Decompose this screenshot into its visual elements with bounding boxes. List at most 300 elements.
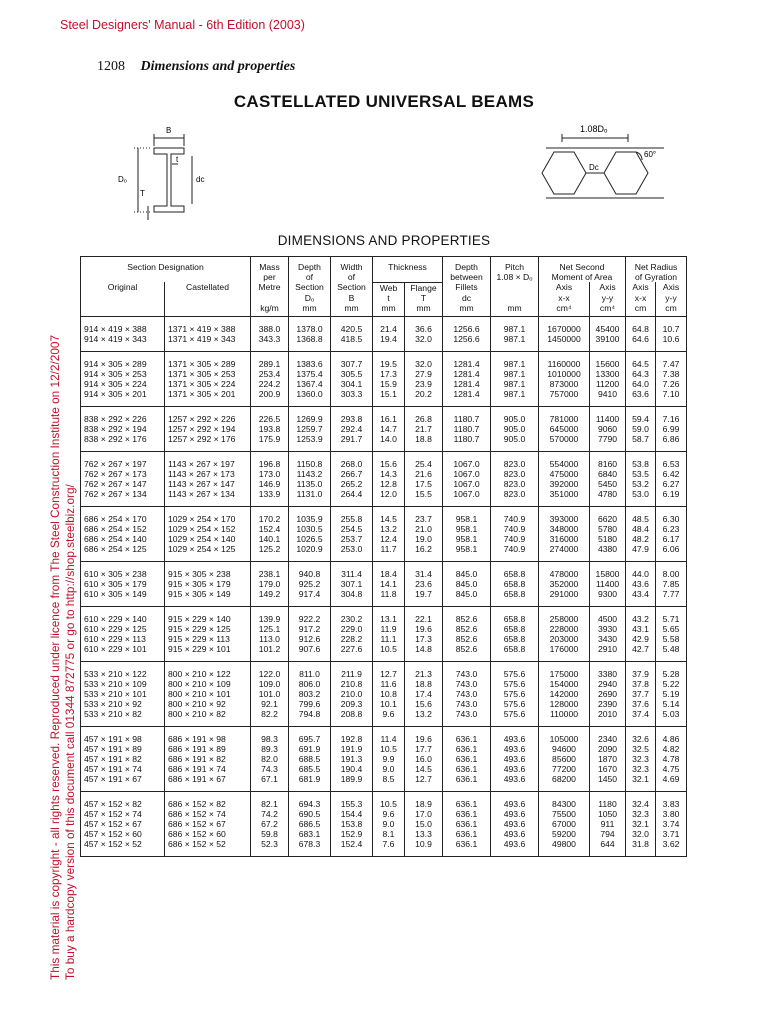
cell-value: 3.74	[662, 818, 680, 829]
table-cell	[331, 406, 373, 451]
cell-value: 6.30	[662, 513, 680, 524]
cell-value: 757000	[549, 388, 579, 399]
cell-value: 762 × 267 × 173	[84, 468, 147, 479]
cell-value: 958.1	[455, 513, 478, 524]
cell-value: 101.2	[258, 643, 281, 654]
table-cell	[656, 726, 687, 791]
table-cell	[331, 726, 373, 791]
cell-value: 852.6	[455, 623, 478, 634]
cell-value: 8.00	[662, 568, 680, 579]
cell-value: 743.0	[455, 688, 478, 699]
cell-value: 1257 × 292 × 176	[168, 433, 236, 444]
cell-value: 1135.0	[296, 478, 323, 489]
cell-value: 74.2	[261, 808, 278, 819]
cell-value: 43.1	[632, 623, 649, 634]
cell-value: 77200	[552, 763, 576, 774]
cell-value: 238.1	[258, 568, 281, 579]
cell-value: 14.5	[380, 513, 397, 524]
cell-value: 852.6	[455, 613, 478, 624]
cell-value: 457 × 191 × 82	[84, 753, 142, 764]
table-cell	[373, 351, 405, 406]
cell-value: 351000	[549, 488, 579, 499]
cell-value: 644	[600, 838, 615, 849]
cell-value: 10.5	[380, 798, 397, 809]
cell-value: 15.6	[380, 458, 397, 469]
cell-value: 53.2	[632, 478, 649, 489]
cell-value: 140.1	[258, 533, 281, 544]
header-pitch: Pitch 1.08 × Dₒ	[491, 257, 539, 293]
cell-value: 191.3	[340, 753, 363, 764]
cell-value: 636.1	[455, 743, 478, 754]
table-row-group	[81, 606, 687, 661]
cell-value: 11400	[595, 413, 620, 424]
castellation-drawing	[540, 120, 670, 210]
cell-value: 7.47	[662, 358, 680, 369]
table-row-group	[81, 561, 687, 606]
cell-value: 845.0	[455, 588, 478, 599]
cell-value: 533 × 210 × 92	[84, 698, 142, 709]
cell-value: 915 × 229 × 113	[168, 633, 230, 644]
cell-value: 255.8	[340, 513, 363, 524]
cell-value: 5.65	[662, 623, 680, 634]
cell-value: 92.1	[261, 698, 278, 709]
cell-value: 1670000	[547, 323, 581, 334]
cell-value: 1281.4	[453, 388, 480, 399]
table-cell	[165, 316, 251, 351]
cell-value: 227.6	[340, 643, 363, 654]
i-section-drawing	[112, 124, 222, 224]
cell-value: 1143 × 267 × 197	[168, 458, 235, 469]
cell-value: 2090	[597, 743, 618, 754]
cell-value: 268.0	[340, 458, 363, 469]
cell-value: 686 × 254 × 152	[84, 523, 147, 534]
cell-value: 695.7	[298, 733, 321, 744]
table-cell	[373, 406, 405, 451]
table-cell	[373, 506, 405, 561]
cell-value: 152.4	[340, 838, 363, 849]
cell-value: 1259.7	[296, 423, 323, 434]
cell-value: 48.4	[632, 523, 649, 534]
cell-value: 800 × 210 × 101	[168, 688, 231, 699]
cell-value: 12.8	[380, 478, 397, 489]
cell-value: 32.3	[632, 753, 649, 764]
cell-value: 23.6	[415, 578, 432, 589]
table-cell	[539, 561, 590, 606]
table-cell	[590, 661, 626, 726]
cell-value: 1010000	[547, 368, 581, 379]
cell-value: 173.0	[258, 468, 281, 479]
cell-value: 12.7	[380, 668, 397, 679]
table-cell	[331, 561, 373, 606]
cell-value: 800 × 210 × 109	[168, 678, 231, 689]
cell-value: 418.5	[340, 333, 363, 344]
cell-value: 905.0	[503, 423, 526, 434]
cell-value: 14.8	[415, 643, 432, 654]
cell-value: 852.6	[455, 633, 478, 644]
cell-value: 18.4	[380, 568, 397, 579]
cell-value: 570000	[549, 433, 579, 444]
table-cell	[289, 316, 331, 351]
cell-value: 110000	[549, 708, 579, 719]
cell-value: 575.6	[503, 668, 526, 679]
table-cell	[590, 606, 626, 661]
cell-value: 743.0	[455, 698, 478, 709]
table-cell	[289, 506, 331, 561]
cell-value: 11.9	[380, 623, 397, 634]
cell-value: 4.86	[662, 733, 680, 744]
cell-value: 19.6	[415, 733, 432, 744]
table-cell	[656, 316, 687, 351]
cell-value: 393000	[549, 513, 579, 524]
cell-value: 533 × 210 × 101	[84, 688, 147, 699]
table-cell	[81, 606, 165, 661]
cell-value: 139.9	[258, 613, 281, 624]
header-rg-axis-xx: Axis	[626, 282, 656, 293]
table-row-group	[81, 316, 687, 351]
table-cell	[405, 506, 443, 561]
table-cell	[251, 406, 289, 451]
table-cell	[289, 661, 331, 726]
table-cell	[81, 506, 165, 561]
cell-value: 175.9	[258, 433, 281, 444]
cell-value: 575.6	[503, 678, 526, 689]
side-note-line-2: To buy a hardcopy version of this document call 01344 872775 or go to http://shop.steelbiz.org/	[63, 484, 77, 980]
cell-value: 196.8	[258, 458, 281, 469]
table-cell	[626, 316, 656, 351]
cell-value: 694.3	[298, 798, 321, 809]
cell-value: 533 × 210 × 109	[84, 678, 147, 689]
label-dc: dᴄ	[196, 175, 205, 184]
cell-value: 686 × 254 × 140	[84, 533, 147, 544]
cell-value: 5.19	[662, 688, 680, 699]
cell-value: 59.8	[261, 828, 278, 839]
unit-pitch: mm	[491, 293, 539, 317]
cell-value: 21.4	[380, 323, 397, 334]
header-axis-xx: Axis	[539, 282, 590, 293]
cell-value: 18.8	[415, 433, 432, 444]
cell-value: 2940	[597, 678, 618, 689]
cell-value: 686 × 152 × 74	[168, 808, 226, 819]
cell-value: 658.8	[503, 578, 526, 589]
cell-value: 64.8	[632, 323, 649, 334]
table-cell	[491, 606, 539, 661]
cell-value: 686 × 191 × 98	[168, 733, 226, 744]
cell-value: 17.5	[415, 478, 432, 489]
cell-value: 15.5	[415, 488, 432, 499]
cell-value: 658.8	[503, 588, 526, 599]
cell-value: 17.3	[415, 633, 432, 644]
cell-value: 211.9	[341, 668, 362, 679]
cell-value: 10.9	[415, 838, 432, 849]
cell-value: 457 × 152 × 82	[84, 798, 142, 809]
cell-value: 5.48	[662, 643, 680, 654]
cell-value: 987.1	[503, 358, 526, 369]
cell-value: 610 × 229 × 140	[84, 613, 147, 624]
table-title: DIMENSIONS AND PROPERTIES	[277, 233, 491, 248]
cell-value: 305.5	[340, 368, 363, 379]
cell-value: 32.4	[632, 798, 649, 809]
unit-width: B mm	[331, 293, 373, 317]
cell-value: 42.9	[632, 633, 649, 644]
cell-value: 209.3	[340, 698, 363, 709]
cell-value: 762 × 267 × 197	[84, 458, 147, 469]
cell-value: 9.6	[382, 808, 395, 819]
cell-value: 10.8	[380, 688, 397, 699]
table-cell	[251, 451, 289, 506]
cell-value: 6.17	[662, 533, 680, 544]
cell-value: 226.5	[258, 413, 281, 424]
cell-value: 253.4	[258, 368, 281, 379]
cell-value: 7.26	[662, 378, 680, 389]
cell-value: 493.6	[503, 808, 526, 819]
cell-value: 658.8	[503, 633, 526, 644]
cell-value: 7790	[597, 433, 618, 444]
cell-value: 636.1	[455, 773, 478, 784]
header-row-2	[81, 282, 687, 293]
cell-value: 1029 × 254 × 140	[168, 533, 236, 544]
table-cell	[491, 726, 539, 791]
cell-value: 59.4	[632, 413, 649, 424]
table-cell	[590, 351, 626, 406]
table-cell	[590, 726, 626, 791]
cell-value: 12.0	[380, 488, 397, 499]
table-cell	[491, 506, 539, 561]
cell-value: 457 × 152 × 60	[84, 828, 142, 839]
cell-value: 457 × 152 × 67	[84, 818, 142, 829]
cell-value: 4.69	[662, 773, 680, 784]
cell-value: 1029 × 254 × 170	[168, 513, 236, 524]
cell-value: 152.4	[258, 523, 281, 534]
cell-value: 823.0	[503, 488, 526, 499]
cell-value: 155.3	[340, 798, 363, 809]
cell-value: 1160000	[547, 358, 581, 369]
cell-value: 1870	[597, 753, 618, 764]
label-pitch: 1.08Dₒ	[580, 124, 608, 134]
unit-depth-fillets: dᴄ mm	[443, 293, 491, 317]
cell-value: 762 × 267 × 147	[84, 478, 147, 489]
cell-value: 94600	[552, 743, 576, 754]
cell-value: 311.4	[341, 568, 362, 579]
table-cell	[373, 726, 405, 791]
cell-value: 12.7	[415, 773, 432, 784]
table-cell	[656, 451, 687, 506]
cell-value: 14.1	[380, 578, 397, 589]
table-cell	[656, 351, 687, 406]
cell-value: 610 × 305 × 238	[84, 568, 147, 579]
table-cell	[539, 506, 590, 561]
table-cell	[373, 451, 405, 506]
table-cell	[539, 726, 590, 791]
unit-axis-xx: x-x cm⁴	[539, 293, 590, 317]
cell-value: 133.9	[258, 488, 281, 499]
unit-depth-section: Dₒ mm	[289, 293, 331, 317]
table-cell	[491, 406, 539, 451]
cell-value: 5.28	[662, 668, 680, 679]
cell-value: 9060	[597, 423, 618, 434]
cell-value: 264.4	[340, 488, 363, 499]
cell-value: 987.1	[503, 378, 526, 389]
cell-value: 27.9	[415, 368, 432, 379]
cell-value: 48.5	[632, 513, 649, 524]
cell-value: 32.0	[415, 358, 432, 369]
label-T: T	[140, 189, 145, 198]
header-original: Original	[81, 282, 165, 293]
table-cell	[405, 791, 443, 856]
cell-value: 109.0	[258, 678, 281, 689]
cell-value: 17.4	[415, 688, 432, 699]
cell-value: 6.19	[662, 488, 680, 499]
label-do: Dₒ	[118, 175, 127, 184]
cell-value: 53.5	[632, 468, 649, 479]
cell-value: 914 × 305 × 224	[84, 378, 147, 389]
cell-value: 740.9	[503, 523, 526, 534]
cell-value: 128000	[549, 698, 579, 709]
cell-value: 14.3	[380, 468, 397, 479]
cell-value: 15.6	[415, 698, 432, 709]
cell-value: 1035.9	[296, 513, 323, 524]
table-cell	[251, 506, 289, 561]
table-cell	[289, 406, 331, 451]
table-row-group	[81, 351, 687, 406]
cell-value: 1067.0	[453, 478, 480, 489]
table-cell	[331, 451, 373, 506]
cell-value: 307.1	[340, 578, 363, 589]
cell-value: 420.5	[340, 323, 363, 334]
cell-value: 915 × 229 × 140	[168, 613, 231, 624]
cell-value: 681.9	[298, 773, 321, 784]
table-cell	[656, 606, 687, 661]
cell-value: 19.4	[380, 333, 397, 344]
cell-value: 26.8	[415, 413, 432, 424]
cell-value: 457 × 191 × 89	[84, 743, 142, 754]
cell-value: 6620	[597, 513, 618, 524]
cell-value: 457 × 191 × 98	[84, 733, 142, 744]
cell-value: 686 × 191 × 67	[168, 773, 226, 784]
table-cell	[289, 351, 331, 406]
cell-value: 475000	[549, 468, 579, 479]
cell-value: 914 × 305 × 289	[84, 358, 147, 369]
cell-value: 292.4	[340, 423, 363, 434]
cell-value: 15.9	[380, 378, 397, 389]
cell-value: 254.5	[340, 523, 363, 534]
cell-value: 82.0	[261, 753, 278, 764]
cell-value: 316000	[549, 533, 579, 544]
table-cell	[331, 351, 373, 406]
cell-value: 838 × 292 × 194	[84, 423, 147, 434]
cell-value: 13300	[595, 368, 620, 379]
cell-value: 958.1	[455, 523, 478, 534]
cell-value: 743.0	[455, 668, 478, 679]
cell-value: 873000	[549, 378, 579, 389]
cell-value: 189.9	[340, 773, 363, 784]
table-cell	[331, 606, 373, 661]
header-width: Width of Section	[331, 257, 373, 293]
cell-value: 39100	[595, 333, 620, 344]
cell-value: 19.5	[380, 358, 397, 369]
cell-value: 8.1	[382, 828, 395, 839]
section-title: Dimensions and properties	[140, 59, 296, 74]
cell-value: 82.2	[261, 708, 278, 719]
cell-value: 43.4	[632, 588, 649, 599]
table-cell	[443, 791, 491, 856]
cell-value: 636.1	[455, 798, 478, 809]
cell-value: 293.8	[340, 413, 363, 424]
cell-value: 1450	[597, 773, 618, 784]
table-cell	[626, 726, 656, 791]
cell-value: 6.99	[662, 423, 680, 434]
cell-value: 610 × 229 × 125	[84, 623, 147, 634]
cell-value: 352000	[549, 578, 579, 589]
cell-value: 493.6	[503, 743, 526, 754]
cell-value: 11200	[595, 378, 620, 389]
table-cell	[373, 791, 405, 856]
cell-value: 14.5	[415, 763, 432, 774]
cell-value: 48.2	[632, 533, 649, 544]
table-cell	[491, 351, 539, 406]
table-cell	[289, 561, 331, 606]
cell-value: 1067.0	[453, 468, 480, 479]
cell-value: 210.0	[340, 688, 363, 699]
cell-value: 191.9	[340, 743, 363, 754]
table-cell	[331, 791, 373, 856]
cell-value: 1281.4	[453, 368, 480, 379]
cell-value: 14.7	[380, 423, 397, 434]
cell-value: 21.3	[415, 668, 432, 679]
cell-value: 1371 × 305 × 253	[168, 368, 236, 379]
cell-value: 37.8	[632, 678, 649, 689]
cell-value: 11.4	[380, 733, 397, 744]
cell-value: 266.7	[340, 468, 363, 479]
table-cell	[251, 561, 289, 606]
cell-value: 1143.2	[296, 468, 323, 479]
properties-table-body	[81, 316, 687, 856]
cell-value: 1368.8	[296, 333, 323, 344]
header-row-3	[81, 293, 687, 317]
table-cell	[373, 661, 405, 726]
cell-value: 122.0	[258, 668, 281, 679]
cell-value: 11.1	[380, 633, 397, 644]
cell-value: 1371 × 305 × 201	[168, 388, 236, 399]
cell-value: 5180	[597, 533, 618, 544]
cell-value: 125.2	[258, 543, 281, 554]
cell-value: 11.6	[380, 678, 397, 689]
cell-value: 291.7	[340, 433, 363, 444]
unit-mass: kg/m	[251, 293, 289, 317]
cell-value: 67000	[552, 818, 576, 829]
cell-value: 686.5	[298, 818, 321, 829]
table-cell	[539, 606, 590, 661]
cell-value: 11.7	[380, 543, 397, 554]
cell-value: 89.3	[261, 743, 278, 754]
cell-value: 32.3	[632, 808, 649, 819]
cell-value: 9.0	[382, 818, 395, 829]
cell-value: 958.1	[455, 543, 478, 554]
cell-value: 6.23	[662, 523, 680, 534]
header-axis-yy: Axis	[590, 282, 626, 293]
cell-value: 6.27	[662, 478, 680, 489]
cell-value: 1670	[597, 763, 618, 774]
header-thickness: Thickness	[373, 257, 443, 283]
cell-value: 303.3	[340, 388, 363, 399]
cell-value: 203000	[549, 633, 579, 644]
cell-value: 49800	[552, 838, 576, 849]
cell-value: 4380	[597, 543, 618, 554]
table-cell	[405, 561, 443, 606]
table-cell	[539, 661, 590, 726]
cell-value: 8.5	[382, 773, 395, 784]
cell-value: 838 × 292 × 176	[84, 433, 147, 444]
cell-value: 803.2	[298, 688, 321, 699]
